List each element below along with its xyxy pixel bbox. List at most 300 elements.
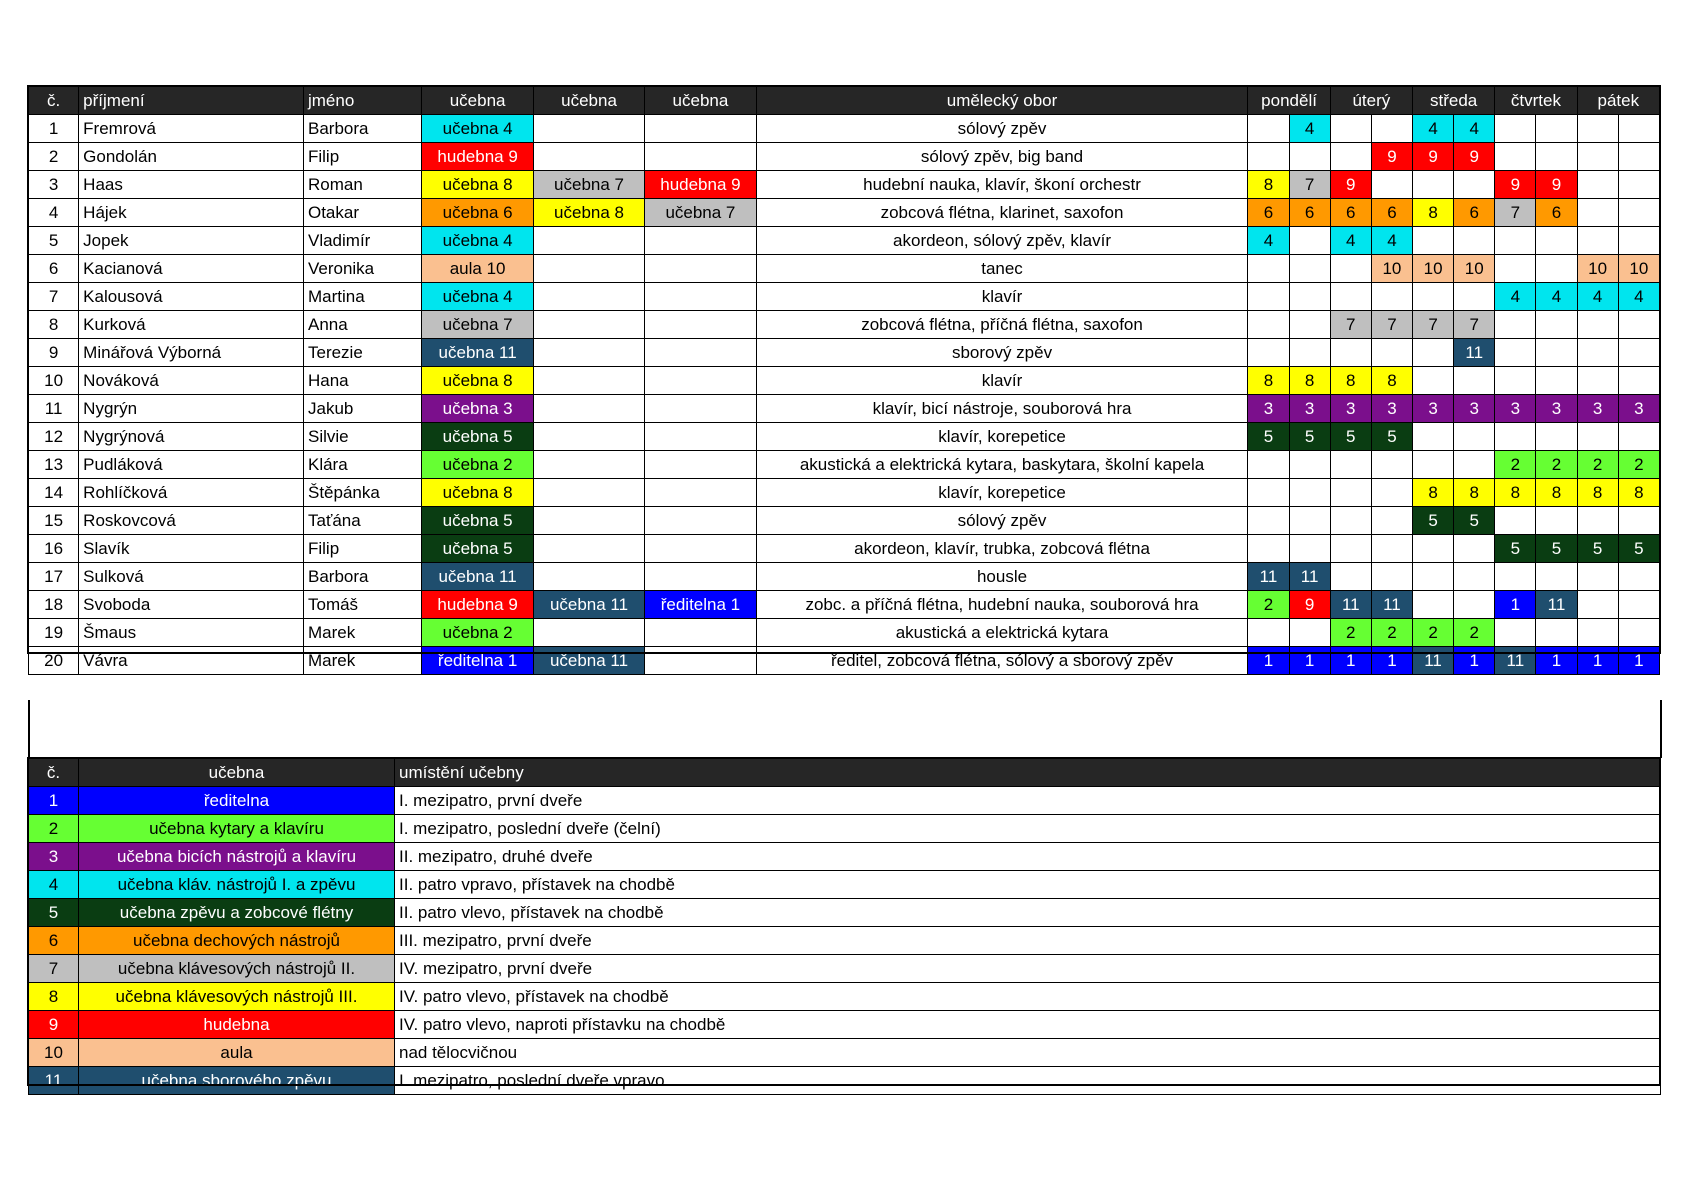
schedule-slot: 5: [1413, 507, 1454, 535]
assigned-room: [645, 479, 756, 507]
schedule-slot: [1371, 171, 1412, 199]
schedule-slot: 10: [1454, 255, 1495, 283]
teacher-number: 20: [29, 647, 79, 675]
assigned-room: učebna 7: [645, 199, 756, 227]
assigned-room: učebna 11: [422, 563, 533, 591]
assigned-room: učebna 11: [533, 591, 644, 619]
assigned-room: [533, 395, 644, 423]
teacher-name: Tomáš: [303, 591, 421, 619]
schedule-slot: 4: [1454, 115, 1495, 143]
schedule-slot: [1577, 143, 1618, 171]
schedule-slot: [1618, 171, 1659, 199]
teacher-number: 18: [29, 591, 79, 619]
schedule-slot: [1618, 563, 1659, 591]
schedule-slot: [1577, 339, 1618, 367]
teacher-name: Filip: [303, 143, 421, 171]
legend-row: [29, 899, 1661, 927]
table-row: [29, 283, 1660, 311]
schedule-slot: 5: [1618, 535, 1659, 563]
schedule-slot: [1454, 171, 1495, 199]
teacher-number: 8: [29, 311, 79, 339]
schedule-slot: [1536, 423, 1577, 451]
legend-number: 1: [29, 787, 79, 815]
legend-location: III. mezipatro, první dveře: [395, 927, 1661, 955]
schedule-slot: 9: [1454, 143, 1495, 171]
schedule-slot: [1413, 283, 1454, 311]
schedule-slot: 5: [1330, 423, 1371, 451]
art-field: sólový zpěv, big band: [756, 143, 1248, 171]
schedule-slot: 1: [1536, 647, 1577, 675]
schedule-slot: [1413, 171, 1454, 199]
table-row: [29, 395, 1660, 423]
assigned-room: [645, 339, 756, 367]
schedule-slot: [1330, 479, 1371, 507]
assigned-room: [533, 507, 644, 535]
schedule-slot: [1289, 143, 1330, 171]
legend-number: 10: [29, 1039, 79, 1067]
schedule-slot: [1413, 535, 1454, 563]
schedule-slot: 6: [1330, 199, 1371, 227]
schedule-slot: [1536, 255, 1577, 283]
schedule-slot: 10: [1577, 255, 1618, 283]
table-row: [29, 507, 1660, 535]
schedule-slot: [1330, 255, 1371, 283]
schedule-slot: 2: [1618, 451, 1659, 479]
table-row: [29, 255, 1660, 283]
schedule-slot: [1289, 479, 1330, 507]
art-field: klavír, korepetice: [756, 479, 1248, 507]
schedule-slot: [1454, 535, 1495, 563]
schedule-slot: 4: [1330, 227, 1371, 255]
legend-row: [29, 815, 1661, 843]
legend-room: učebna klávesových nástrojů II.: [79, 955, 395, 983]
table-row: [29, 115, 1660, 143]
schedule-slot: 11: [1330, 591, 1371, 619]
schedule-slot: [1454, 283, 1495, 311]
legend-number: 6: [29, 927, 79, 955]
art-field: zobcová flétna, klarinet, saxofon: [756, 199, 1248, 227]
table-header-row: [29, 87, 1660, 115]
assigned-room: učebna 6: [422, 199, 533, 227]
schedule-slot: [1618, 339, 1659, 367]
teacher-surname: Gondolán: [79, 143, 304, 171]
art-field: housle: [756, 563, 1248, 591]
schedule-slot: [1289, 339, 1330, 367]
assigned-room: [645, 227, 756, 255]
teacher-number: 16: [29, 535, 79, 563]
schedule-slot: [1454, 423, 1495, 451]
art-field: zobc. a příčná flétna, hudební nauka, souborová hra: [756, 591, 1248, 619]
header-day-friday: pátek: [1577, 87, 1659, 115]
teacher-surname: Jopek: [79, 227, 304, 255]
schedule-slot: 6: [1454, 199, 1495, 227]
header-room-1: učebna: [422, 87, 533, 115]
legend-number: 3: [29, 843, 79, 871]
teacher-number: 1: [29, 115, 79, 143]
table-row: [29, 591, 1660, 619]
teacher-schedule-table: [28, 86, 1660, 675]
schedule-slot: [1371, 339, 1412, 367]
schedule-slot: 7: [1413, 311, 1454, 339]
table-row: [29, 227, 1660, 255]
art-field: klavír, bicí nástroje, souborová hra: [756, 395, 1248, 423]
teacher-number: 13: [29, 451, 79, 479]
schedule-slot: [1495, 115, 1536, 143]
schedule-slot: 9: [1536, 171, 1577, 199]
table-row: [29, 171, 1660, 199]
schedule-slot: [1454, 451, 1495, 479]
assigned-room: [533, 311, 644, 339]
teacher-name: Barbora: [303, 115, 421, 143]
schedule-slot: 7: [1495, 199, 1536, 227]
schedule-slot: [1330, 451, 1371, 479]
assigned-room: [533, 423, 644, 451]
schedule-slot: 1: [1495, 591, 1536, 619]
legend-location: I. mezipatro, první dveře: [395, 787, 1661, 815]
art-field: akustická a elektrická kytara, baskytara, školní kapela: [756, 451, 1248, 479]
table-row: [29, 339, 1660, 367]
assigned-room: ředitelna 1: [422, 647, 533, 675]
schedule-slot: [1618, 143, 1659, 171]
schedule-slot: [1495, 311, 1536, 339]
header-day-tuesday: úterý: [1330, 87, 1412, 115]
assigned-room: [533, 479, 644, 507]
teacher-surname: Fremrová: [79, 115, 304, 143]
teacher-name: Marek: [303, 647, 421, 675]
teacher-name: Štěpánka: [303, 479, 421, 507]
table-row: [29, 563, 1660, 591]
assigned-room: [533, 255, 644, 283]
legend-location: IV. mezipatro, první dveře: [395, 955, 1661, 983]
schedule-slot: 11: [1413, 647, 1454, 675]
header-day-thursday: čtvrtek: [1495, 87, 1577, 115]
assigned-room: učebna 3: [422, 395, 533, 423]
art-field: sólový zpěv: [756, 115, 1248, 143]
schedule-slot: [1248, 115, 1289, 143]
teacher-name: Barbora: [303, 563, 421, 591]
schedule-slot: [1577, 199, 1618, 227]
teacher-number: 4: [29, 199, 79, 227]
room-legend-table: [28, 758, 1661, 1095]
legend-room: hudebna: [79, 1011, 395, 1039]
schedule-slot: [1618, 199, 1659, 227]
assigned-room: učebna 8: [422, 171, 533, 199]
schedule-slot: [1536, 311, 1577, 339]
schedule-slot: 5: [1495, 535, 1536, 563]
art-field: sborový zpěv: [756, 339, 1248, 367]
legend-location: I. mezipatro, poslední dveře vpravo: [395, 1067, 1661, 1095]
legend-row: [29, 1039, 1661, 1067]
schedule-slot: [1618, 367, 1659, 395]
schedule-slot: 9: [1371, 143, 1412, 171]
teacher-number: 17: [29, 563, 79, 591]
schedule-slot: 8: [1577, 479, 1618, 507]
assigned-room: [533, 339, 644, 367]
legend-room: aula: [79, 1039, 395, 1067]
assigned-room: ředitelna 1: [645, 591, 756, 619]
schedule-slot: 3: [1577, 395, 1618, 423]
schedule-slot: [1495, 507, 1536, 535]
assigned-room: učebna 8: [422, 479, 533, 507]
schedule-slot: [1371, 563, 1412, 591]
schedule-slot: [1413, 227, 1454, 255]
legend-number: 7: [29, 955, 79, 983]
legend-room: ředitelna: [79, 787, 395, 815]
legend-location: I. mezipatro, poslední dveře (čelní): [395, 815, 1661, 843]
table-row: [29, 199, 1660, 227]
assigned-room: aula 10: [422, 255, 533, 283]
legend-header-num: č.: [29, 759, 79, 787]
schedule-slot: 10: [1413, 255, 1454, 283]
assigned-room: [645, 367, 756, 395]
teacher-number: 10: [29, 367, 79, 395]
assigned-room: hudebna 9: [422, 591, 533, 619]
legend-row: [29, 871, 1661, 899]
schedule-slot: [1495, 367, 1536, 395]
schedule-slot: 5: [1536, 535, 1577, 563]
legend-number: 2: [29, 815, 79, 843]
teacher-name: Taťána: [303, 507, 421, 535]
schedule-slot: [1577, 115, 1618, 143]
schedule-slot: 6: [1536, 199, 1577, 227]
schedule-slot: [1330, 563, 1371, 591]
teacher-surname: Nygrýn: [79, 395, 304, 423]
schedule-slot: [1413, 591, 1454, 619]
legend-row: [29, 927, 1661, 955]
assigned-room: učebna 5: [422, 507, 533, 535]
schedule-slot: 10: [1618, 255, 1659, 283]
schedule-slot: 1: [1330, 647, 1371, 675]
schedule-slot: 11: [1495, 647, 1536, 675]
teacher-number: 3: [29, 171, 79, 199]
teacher-name: Martina: [303, 283, 421, 311]
legend-number: 8: [29, 983, 79, 1011]
legend-location: nad tělocvičnou: [395, 1039, 1661, 1067]
teacher-surname: Sulková: [79, 563, 304, 591]
table-row: [29, 535, 1660, 563]
legend-location: II. mezipatro, druhé dveře: [395, 843, 1661, 871]
schedule-slot: 5: [1289, 423, 1330, 451]
schedule-slot: 4: [1289, 115, 1330, 143]
schedule-slot: 6: [1248, 199, 1289, 227]
table-row: [29, 619, 1660, 647]
schedule-slot: [1371, 115, 1412, 143]
legend-row: [29, 955, 1661, 983]
teacher-name: Klára: [303, 451, 421, 479]
legend-room: učebna kytary a klavíru: [79, 815, 395, 843]
schedule-slot: [1289, 255, 1330, 283]
assigned-room: [533, 227, 644, 255]
schedule-slot: 1: [1577, 647, 1618, 675]
table-row: [29, 143, 1660, 171]
assigned-room: [645, 395, 756, 423]
schedule-slot: [1536, 367, 1577, 395]
assigned-room: [645, 563, 756, 591]
schedule-slot: [1618, 115, 1659, 143]
assigned-room: [645, 507, 756, 535]
schedule-slot: 11: [1248, 563, 1289, 591]
teacher-number: 9: [29, 339, 79, 367]
schedule-slot: [1413, 367, 1454, 395]
schedule-slot: 2: [1371, 619, 1412, 647]
art-field: klavír: [756, 283, 1248, 311]
schedule-slot: [1618, 507, 1659, 535]
schedule-slot: [1248, 535, 1289, 563]
schedule-slot: 8: [1536, 479, 1577, 507]
header-num: č.: [29, 87, 79, 115]
assigned-room: učebna 8: [422, 367, 533, 395]
assigned-room: hudebna 9: [645, 171, 756, 199]
teacher-name: Anna: [303, 311, 421, 339]
legend-room: učebna dechových nástrojů: [79, 927, 395, 955]
schedule-slot: 4: [1495, 283, 1536, 311]
teacher-name: Filip: [303, 535, 421, 563]
teacher-surname: Kurková: [79, 311, 304, 339]
schedule-slot: 11: [1289, 563, 1330, 591]
legend-header-location: umístění učebny: [395, 759, 1661, 787]
schedule-slot: [1495, 563, 1536, 591]
schedule-slot: 5: [1577, 535, 1618, 563]
schedule-slot: 11: [1536, 591, 1577, 619]
teacher-surname: Roskovcová: [79, 507, 304, 535]
schedule-slot: [1330, 535, 1371, 563]
art-field: klavír, korepetice: [756, 423, 1248, 451]
assigned-room: učebna 4: [422, 227, 533, 255]
schedule-slot: 7: [1454, 311, 1495, 339]
teacher-surname: Šmaus: [79, 619, 304, 647]
schedule-slot: [1413, 339, 1454, 367]
schedule-slot: 3: [1454, 395, 1495, 423]
schedule-slot: [1289, 535, 1330, 563]
schedule-slot: 8: [1454, 479, 1495, 507]
schedule-slot: [1248, 451, 1289, 479]
table-row: [29, 647, 1660, 675]
schedule-slot: [1536, 563, 1577, 591]
schedule-slot: [1330, 283, 1371, 311]
schedule-slot: [1577, 563, 1618, 591]
schedule-slot: [1371, 535, 1412, 563]
teacher-name: Terezie: [303, 339, 421, 367]
schedule-slot: 9: [1413, 143, 1454, 171]
teacher-surname: Slavík: [79, 535, 304, 563]
schedule-slot: [1577, 423, 1618, 451]
assigned-room: [533, 367, 644, 395]
teacher-surname: Pudláková: [79, 451, 304, 479]
schedule-slot: 3: [1289, 395, 1330, 423]
schedule-slot: [1495, 339, 1536, 367]
art-field: ředitel, zobcová flétna, sólový a sborový zpěv: [756, 647, 1248, 675]
art-field: hudební nauka, klavír, škoní orchestr: [756, 171, 1248, 199]
assigned-room: [533, 283, 644, 311]
header-day-monday: pondělí: [1248, 87, 1330, 115]
legend-room: učebna kláv. nástrojů I. a zpěvu: [79, 871, 395, 899]
schedule-slot: [1618, 311, 1659, 339]
schedule-slot: [1577, 311, 1618, 339]
assigned-room: [533, 563, 644, 591]
assigned-room: [645, 619, 756, 647]
schedule-slot: 2: [1330, 619, 1371, 647]
schedule-slot: 3: [1536, 395, 1577, 423]
schedule-slot: 4: [1618, 283, 1659, 311]
schedule-slot: 3: [1371, 395, 1412, 423]
schedule-slot: 6: [1371, 199, 1412, 227]
schedule-slot: 4: [1413, 115, 1454, 143]
teacher-surname: Nygrýnová: [79, 423, 304, 451]
assigned-room: [645, 423, 756, 451]
assigned-room: [645, 451, 756, 479]
assigned-room: učebna 4: [422, 283, 533, 311]
teacher-name: Veronika: [303, 255, 421, 283]
legend-row: [29, 843, 1661, 871]
legend-row: [29, 1011, 1661, 1039]
teacher-number: 6: [29, 255, 79, 283]
schedule-slot: [1495, 255, 1536, 283]
schedule-slot: 3: [1330, 395, 1371, 423]
assigned-room: učebna 11: [422, 339, 533, 367]
schedule-slot: [1577, 591, 1618, 619]
schedule-slot: [1577, 171, 1618, 199]
teacher-surname: Rohlíčková: [79, 479, 304, 507]
schedule-slot: [1618, 227, 1659, 255]
assigned-room: [645, 535, 756, 563]
assigned-room: [645, 283, 756, 311]
assigned-room: učebna 4: [422, 115, 533, 143]
schedule-slot: [1413, 423, 1454, 451]
schedule-slot: 1: [1618, 647, 1659, 675]
legend-number: 9: [29, 1011, 79, 1039]
assigned-room: učebna 7: [533, 171, 644, 199]
teacher-name: Marek: [303, 619, 421, 647]
header-field: umělecký obor: [756, 87, 1248, 115]
schedule-slot: [1536, 115, 1577, 143]
legend-room: učebna klávesových nástrojů III.: [79, 983, 395, 1011]
teacher-number: 12: [29, 423, 79, 451]
schedule-slot: [1495, 619, 1536, 647]
schedule-slot: 8: [1248, 171, 1289, 199]
assigned-room: [645, 647, 756, 675]
schedule-slot: 1: [1289, 647, 1330, 675]
header-room-2: učebna: [533, 87, 644, 115]
schedule-slot: 8: [1413, 199, 1454, 227]
schedule-slot: 11: [1371, 591, 1412, 619]
schedule-slot: [1413, 451, 1454, 479]
schedule-slot: [1248, 479, 1289, 507]
assigned-room: [533, 115, 644, 143]
schedule-slot: 2: [1248, 591, 1289, 619]
schedule-slot: 5: [1371, 423, 1412, 451]
schedule-slot: [1454, 563, 1495, 591]
assigned-room: [533, 451, 644, 479]
schedule-slot: 1: [1454, 647, 1495, 675]
schedule-slot: 11: [1454, 339, 1495, 367]
table-row: [29, 451, 1660, 479]
assigned-room: učebna 2: [422, 619, 533, 647]
art-field: klavír: [756, 367, 1248, 395]
schedule-slot: 1: [1248, 647, 1289, 675]
legend-number: 11: [29, 1067, 79, 1095]
schedule-slot: 3: [1618, 395, 1659, 423]
schedule-slot: [1289, 311, 1330, 339]
teacher-name: Silvie: [303, 423, 421, 451]
teacher-number: 15: [29, 507, 79, 535]
teacher-name: Otakar: [303, 199, 421, 227]
schedule-slot: [1330, 143, 1371, 171]
schedule-slot: [1371, 479, 1412, 507]
schedule-slot: [1536, 339, 1577, 367]
assigned-room: [645, 143, 756, 171]
teacher-number: 7: [29, 283, 79, 311]
legend-row: [29, 1067, 1661, 1095]
